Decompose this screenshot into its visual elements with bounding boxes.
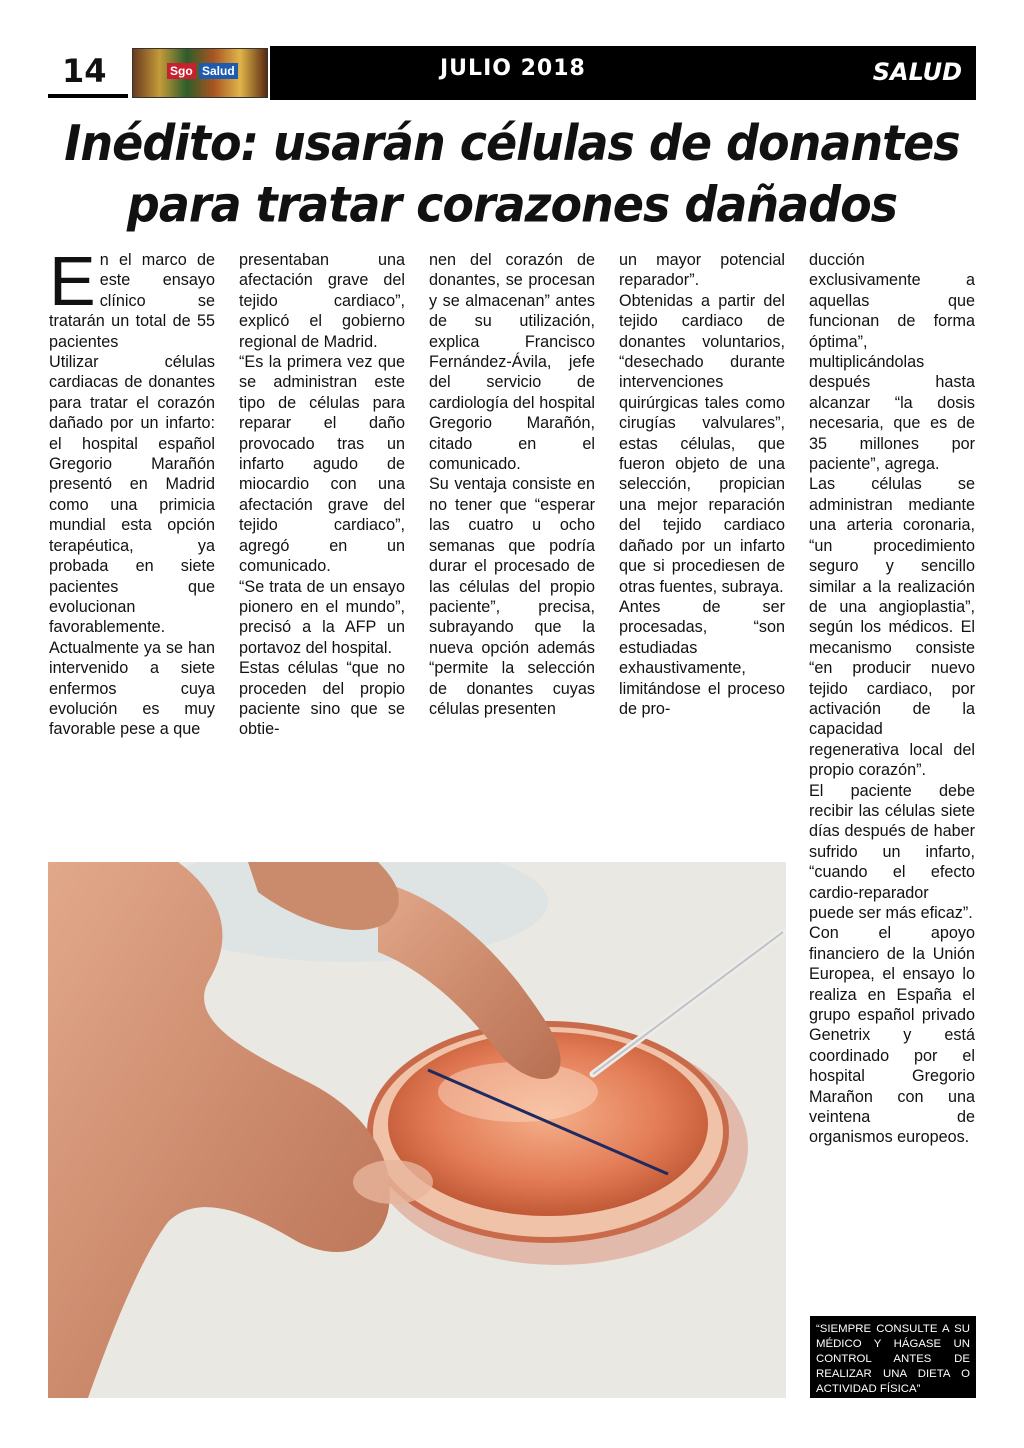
paragraph: Utilizar células cardiacas de donantes para tratar el corazón dañado por un infarto: el hospital español Gregorio Marañón presentó en Madrid como una primicia mundial esta opción terapéutica, ya probada en siete pacientes que evolucionan favorablemente. bbox=[49, 353, 215, 637]
paragraph: “Es la primera vez que se administran este tipo de células para reparar el daño provocado tras un infarto agudo de miocardio con una afectación grave del tejido cardiaco”, agregó en un comunicado. bbox=[239, 353, 405, 576]
health-disclaimer: “SIEMPRE CONSULTE A SU MÉDICO Y HÁGASE UN CONTROL ANTES DE REALIZAR UNA DIETA O ACTIVIDAD FÍSICA” bbox=[810, 1316, 976, 1398]
drop-cap: E bbox=[49, 242, 96, 320]
header-bar bbox=[270, 46, 976, 100]
paragraph: “Se trata de un ensayo pionero en el mundo”, precisó a la AFP un portavoz del hospital. bbox=[239, 577, 405, 657]
title-line-2: para tratar corazones dañados bbox=[126, 176, 898, 234]
logo-word-salud: Salud bbox=[199, 63, 238, 79]
paragraph: Estas células “que no proceden del propio paciente sino que se obtie- bbox=[239, 659, 405, 739]
paragraph: Con el apoyo financiero de la Unión Europea, el ensayo lo realiza en España el grupo español privado Genetrix y está coordinado por el hospital Gregorio Marañon con una veintena de organismos europeos. bbox=[809, 924, 975, 1147]
article-column-3 bbox=[429, 250, 595, 719]
paragraph: presentaban una afectación grave del tejido cardiaco”, explicó el gobierno regional de Madrid. bbox=[239, 251, 405, 351]
article-column-5 bbox=[809, 250, 975, 1148]
paragraph: ducción exclusivamente a aquellas que funcionan de forma óptima”, multiplicándolas después hasta alcanzar “la dosis necesaria, que es de 35 millones por paciente”, agrega. bbox=[809, 251, 975, 474]
article-column-2 bbox=[239, 250, 405, 740]
petri-dish-photo bbox=[48, 862, 786, 1398]
header-rule bbox=[48, 94, 128, 98]
paragraph: Su ventaja consiste en no tener que “esperar las cuatro u ocho semanas que podría durar el procesado de las células del propio paciente”, precisa, subrayando que la nueva opción además “permite la selección de donantes cuyas células presenten bbox=[429, 475, 595, 718]
paragraph: Obtenidas a partir del tejido cardiaco de donantes voluntarios, “desechado durante intervenciones quirúrgicas tales como cirugías valvulares”, estas células, que fueron objeto de una selección, propician una mejor reparación del tejido cardiaco dañado por un infarto que si procediesen de otras fuentes, subraya. bbox=[619, 291, 785, 596]
paragraph: Antes de ser procesadas, “son estudiadas exhaustivamente, limitándose el proceso de pro- bbox=[619, 597, 785, 718]
page-number: 14 bbox=[62, 52, 107, 90]
page-header bbox=[48, 46, 976, 102]
logo-word-sgo: Sgo bbox=[167, 63, 196, 79]
paragraph: Las células se administran mediante una arteria coronaria, “un procedimiento seguro y sencillo similar a la realización de una angioplastia”, según los médicos. El mecanismo consiste “en producir nuevo tejido cardiaco, por activación de la capacidad regenerativa local del propio corazón”. bbox=[809, 475, 975, 780]
paragraph: El paciente debe recibir las células siete días después de haber sufrido un infarto, “cuando el efecto cardio-reparador puede ser más eficaz”. bbox=[809, 781, 975, 922]
paragraph: nen del corazón de donantes, se procesan y se almacenan” antes de su utilización, explica Francisco Fernández-Ávila, jefe del servicio de cardiología del hospital Gregorio Marañón, citado en el comunicado. bbox=[429, 251, 595, 474]
article-column-1 bbox=[49, 242, 215, 740]
publication-logo bbox=[132, 48, 268, 98]
paragraph: un mayor potencial reparador”. bbox=[619, 251, 785, 290]
issue-date: JULIO 2018 bbox=[440, 56, 586, 81]
article-title bbox=[48, 113, 976, 236]
paragraph: En el marco de este ensayo clínico se tratarán un total de 55 pacientes bbox=[49, 242, 215, 351]
section-name: SALUD bbox=[872, 58, 962, 86]
paragraph: Actualmente ya se han intervenido a siete enfermos cuya evolución es muy favorable pese a que bbox=[49, 638, 215, 739]
petri-dish-illustration bbox=[48, 862, 786, 1398]
article-column-4 bbox=[619, 250, 785, 719]
title-line-1: Inédito: usarán células de donantes bbox=[64, 114, 960, 172]
